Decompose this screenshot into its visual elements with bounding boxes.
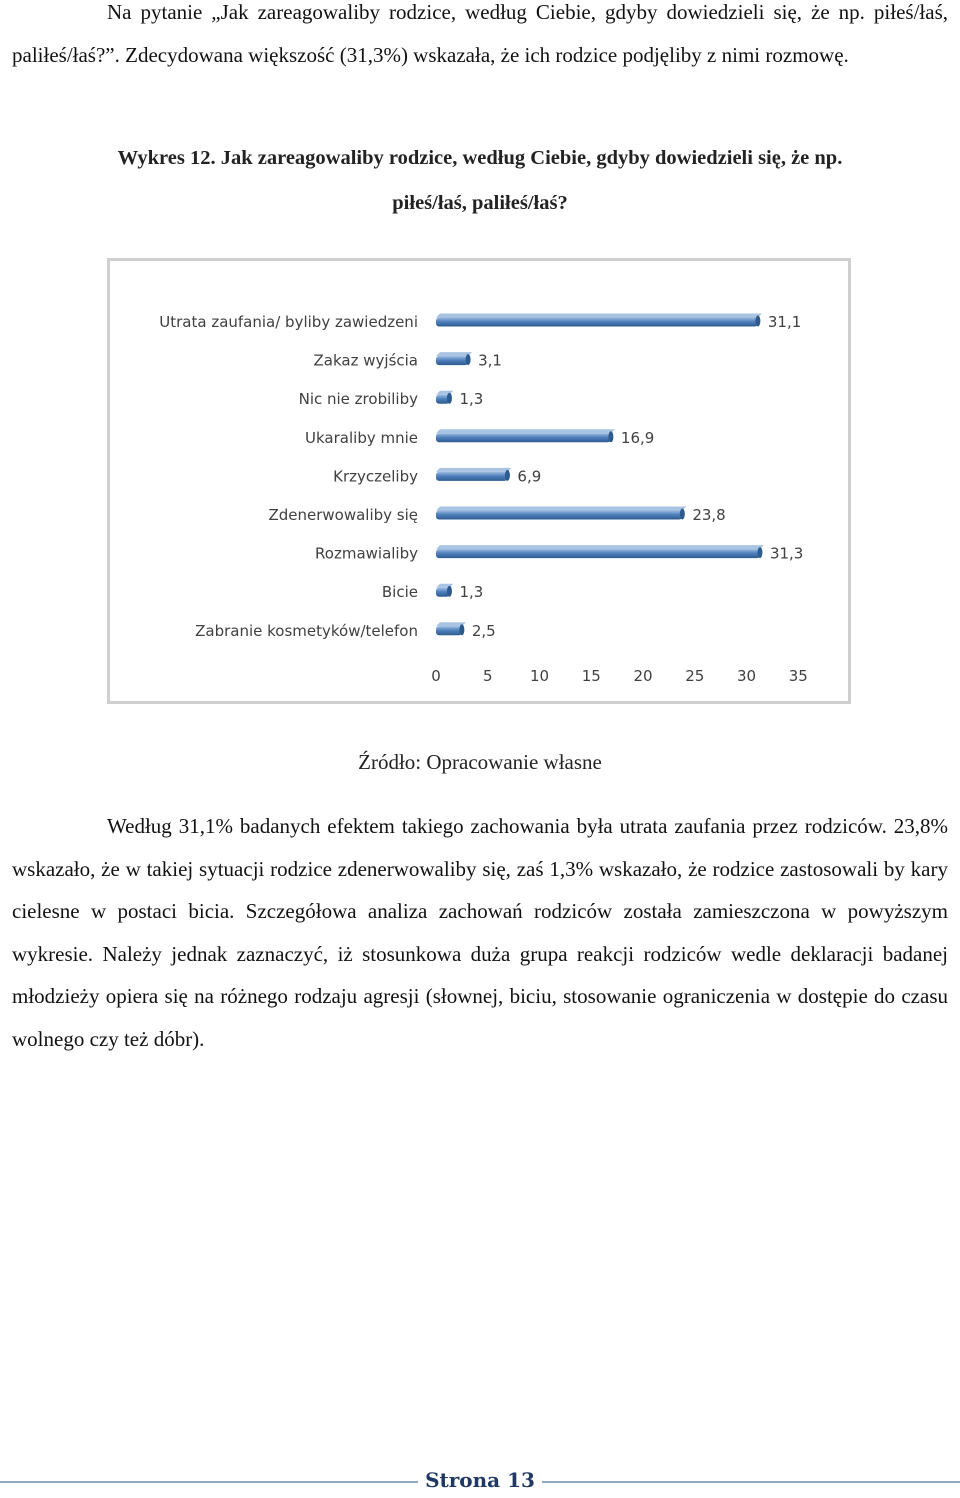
x-tick-label: 30	[736, 667, 757, 685]
value-label: 2,5	[471, 621, 496, 640]
x-tick-label: 35	[788, 667, 808, 685]
bar-top-face	[436, 545, 764, 549]
bar-body	[436, 511, 682, 520]
figure-caption-line1: Wykres 12. Jak zareagowaliby rodzice, według Ciebie, gdyby dowiedzieli się, że np.	[117, 147, 843, 169]
x-tick-label: 20	[633, 667, 653, 685]
footer-rule-left	[0, 1481, 418, 1483]
category-label: Utrata zaufania/ byliby zawiedzeni	[159, 313, 418, 331]
x-tick-label: 0	[431, 667, 441, 685]
ticks-layer	[431, 667, 808, 685]
bar-2	[436, 352, 472, 365]
value-label: 6,9	[517, 467, 542, 486]
bar-chart	[107, 258, 851, 704]
footer-rule-right	[542, 1481, 960, 1483]
bar-8	[436, 584, 453, 597]
bar-cap	[757, 547, 762, 558]
value-label: 1,3	[459, 583, 484, 602]
bar-4	[436, 429, 615, 442]
bar-top-face	[436, 507, 686, 511]
value-label: 23,8	[692, 506, 726, 524]
bar-cap	[466, 354, 471, 365]
x-tick-label: 10	[529, 667, 550, 685]
value-label: 3,1	[478, 351, 502, 370]
x-tick-label: 15	[581, 667, 601, 685]
value-label: 31,1	[767, 313, 802, 331]
bar-top-face	[436, 468, 511, 472]
bar-7	[436, 545, 764, 558]
bar-top-face	[436, 429, 615, 433]
bar-5	[436, 468, 511, 481]
x-tick-label: 5	[482, 667, 493, 685]
bar-6	[436, 507, 686, 520]
category-label: Zakaz wyjścia	[313, 351, 418, 370]
bar-cap	[755, 316, 760, 327]
category-label: Rozmawialiby	[315, 544, 418, 563]
bar-body	[436, 356, 468, 365]
bar-body	[436, 549, 760, 558]
source-note: Źródło: Opracowanie własne	[358, 750, 602, 774]
bar-cap	[447, 586, 452, 597]
category-label: Nic nie zrobiliby	[298, 390, 418, 409]
bar-cap	[447, 393, 452, 404]
category-label: Bicie	[381, 583, 418, 602]
chart-canvas	[110, 261, 848, 701]
value-label: 1,3	[459, 390, 484, 409]
bar-body	[436, 318, 758, 327]
bar-cap	[680, 509, 685, 520]
value-label: 16,9	[620, 428, 655, 447]
page-number: Strona 13	[425, 1468, 535, 1492]
bar-body	[436, 626, 462, 635]
category-label: Zdenerwowaliby się	[268, 506, 418, 524]
intro-paragraph: Na pytanie „Jak zareagowaliby rodzice, według Ciebie, gdyby dowiedzieli się, że np. piłeś/łaś, paliłeś/łaś?”. Zdecydowana większość (31,3%) wskazała, że ich rodzice podjęliby z nimi rozmowę.	[12, 0, 948, 67]
bar-cap	[459, 624, 464, 635]
bar-body	[436, 472, 507, 481]
category-label: Zabranie kosmetyków/telefon	[195, 621, 418, 640]
bar-body	[436, 433, 611, 442]
figure-caption-line2: piłeś/łaś, paliłeś/łaś?	[392, 192, 568, 214]
bar-top-face	[436, 314, 762, 318]
bar-3	[436, 391, 453, 404]
category-label: Ukaraliby mnie	[305, 428, 418, 447]
body-paragraph: Według 31,1% badanych efektem takiego zachowania była utrata zaufania przez rodziców. 23,8% wskazało, że w takiej sytuacji rodzice zdenerwowaliby się, zaś 1,3% wskazało, że rodzice zastosowali by kary cielesne w postaci bicia. Szczegółowa analiza zachowań rodziców została zamieszczona w powyższym wykresie. Należy jednak zaznaczyć, iż stosunkowa duża grupa reakcji rodziców wedle deklaracji badanej młodzieży opiera się na różnego rodzaju agresji (słownej, biciu, stosowanie ograniczenia w dostępie do czasu wolnego czy też dóbr).	[12, 814, 948, 1051]
bar-cap	[505, 470, 510, 481]
bar-cap	[608, 431, 613, 442]
value-label: 31,3	[769, 544, 804, 563]
bar-1	[436, 314, 762, 327]
x-tick-label: 25	[685, 667, 705, 685]
bar-9	[436, 622, 466, 635]
category-label: Krzyczeliby	[333, 467, 418, 486]
